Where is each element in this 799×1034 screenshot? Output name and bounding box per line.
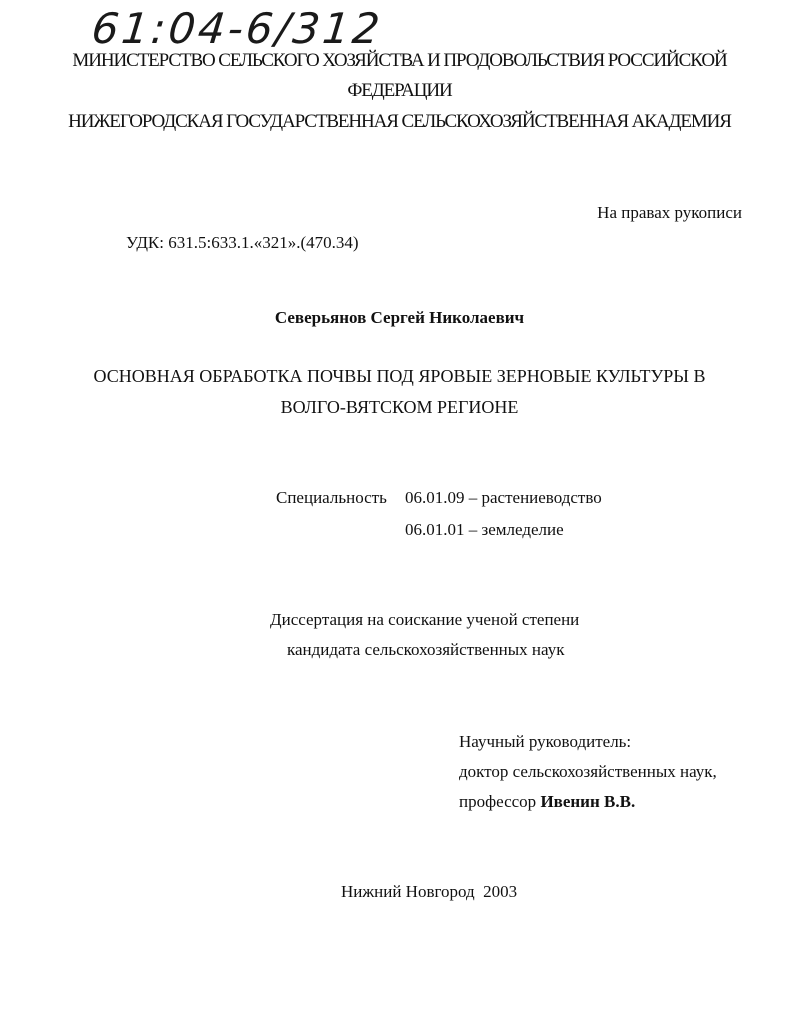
specialty-item-2: 06.01.01 – земледелие [405,520,564,539]
ministry-header-line1: МИНИСТЕРСТВО СЕЛЬСКОГО ХОЗЯЙСТВА И ПРОДОВОЛЬСТВИЯ РОССИЙСКОЙ [72,50,727,71]
academy-header: НИЖЕГОРОДСКАЯ ГОСУДАРСТВЕННАЯ СЕЛЬСКОХОЗЯЙСТВЕННАЯ АКАДЕМИЯ [68,111,731,132]
handwritten-catalog-number: 61:04-6/312 [89,4,385,53]
supervisor-name: Ивенин В.В. [540,792,636,811]
thesis-title-line2: ВОЛГО-ВЯТСКОМ РЕГИОНЕ [280,397,519,417]
supervisor-title: профессор [459,792,537,811]
specialty-label: Специальность [276,488,387,507]
author-name: Северьянов Сергей Николаевич [274,308,525,327]
manuscript-note: На правах рукописи [597,203,742,222]
supervisor-name-line [459,792,635,812]
ministry-header-line2: ФЕДЕРАЦИИ [347,80,452,101]
supervisor-degree: доктор сельскохозяйственных наук, [459,762,717,781]
udk-code: УДК: 631.5:633.1.«321».(470.34) [126,233,359,252]
degree-line1: Диссертация на соискание ученой степени [270,610,580,629]
thesis-title-line1: ОСНОВНАЯ ОБРАБОТКА ПОЧВЫ ПОД ЯРОВЫЕ ЗЕРНОВЫЕ КУЛЬТУРЫ В [93,366,706,386]
degree-line2: кандидата сельскохозяйственных наук [287,640,565,659]
specialty-item-1: 06.01.09 – растениеводство [405,488,602,507]
supervisor-label: Научный руководитель: [459,732,632,751]
city-year: Нижний Новгород 2003 [341,882,518,901]
